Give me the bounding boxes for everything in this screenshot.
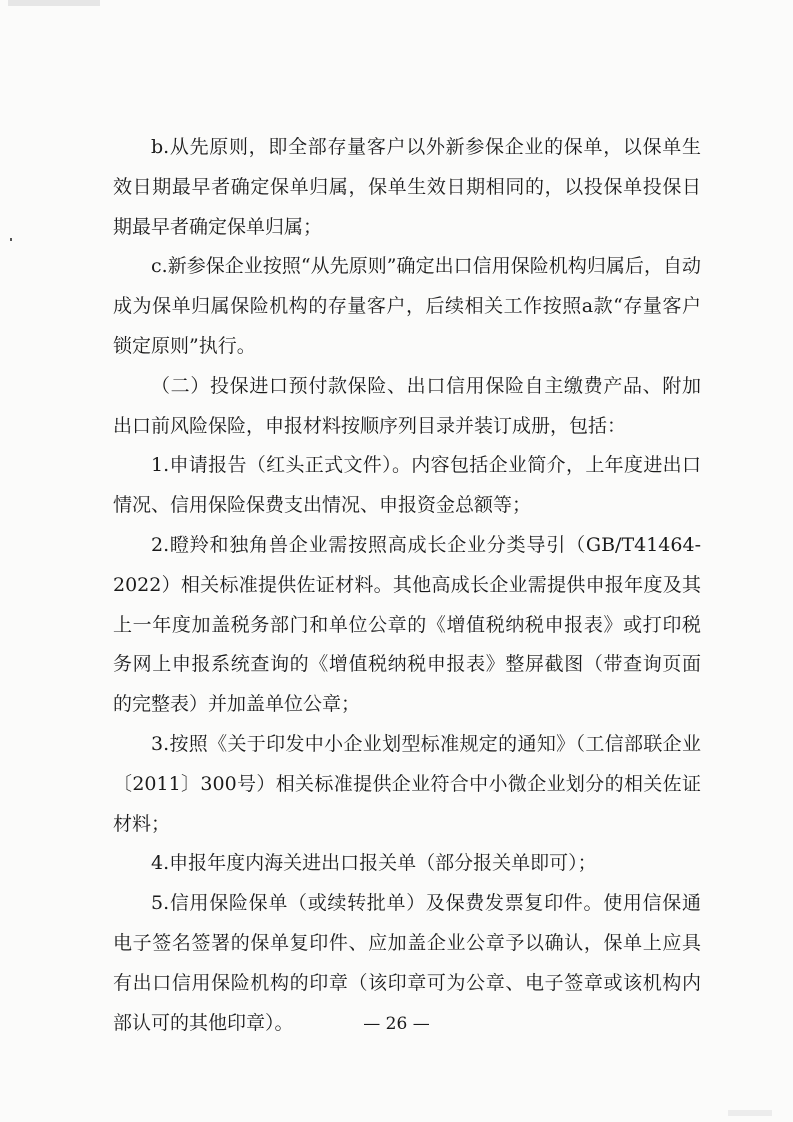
scan-artifact-top — [8, 0, 100, 6]
paragraph-7: 4.申报年度内海关进出口报关单（部分报关单即可）； — [151, 852, 597, 875]
paragraph-1: b.从先原则，即全部存量客户以外新参保企业的保单，以保单生效日期最早者确定保单归属，保单生效日期相同的，以投保单投保日期最早者确定保单归属； — [113, 136, 701, 238]
document-body — [113, 128, 701, 1043]
page-number: — 26 — — [363, 1014, 430, 1034]
paragraph-2: c.新参保企业按照“从先原则”确定出口信用保险机构归属后，自动成为保单归属保险机构的存量客户，后续相关工作按照a款“存量客户锁定原则”执行。 — [113, 255, 701, 357]
paragraph-4: 1.申请报告（红头正式文件）。内容包括企业简介，上年度进出口情况、信用保险保费支出情况、申报资金总额等； — [113, 454, 701, 517]
paragraph-5: 2.瞪羚和独角兽企业需按照高成长企业分类导引（GB/T41464-2022）相关标准提供佐证材料。其他高成长企业需提供申报年度及其上一年度加盖税务部门和单位公章的《增值税纳税申报表》或打印税务网上申报系统查询的《增值税纳税申报表》整屏截图（带查询页面的完整表）并加盖单位公章； — [113, 533, 701, 716]
paragraph-3: （二）投保进口预付款保险、出口信用保险自主缴费产品、附加出口前风险保险，申报材料按顺序列目录并装订成册，包括： — [113, 374, 701, 437]
paragraph-8: 5.信用保险保单（或续转批单）及保费发票复印件。使用信保通电子签名签署的保单复印件、应加盖企业公章予以确认，保单上应具有出口信用保险机构的印章（该印章可为公章、电子签章或该机构内部认可的其他印章）。 — [113, 892, 701, 1034]
scan-artifact-dot — [10, 238, 12, 241]
paragraph-6: 3.按照《关于印发中小企业划型标准规定的通知》（工信部联企业〔2011〕300号）相关标准提供企业符合中小微企业划分的相关佐证材料； — [113, 732, 701, 835]
scan-artifact-bottom — [728, 1110, 772, 1116]
